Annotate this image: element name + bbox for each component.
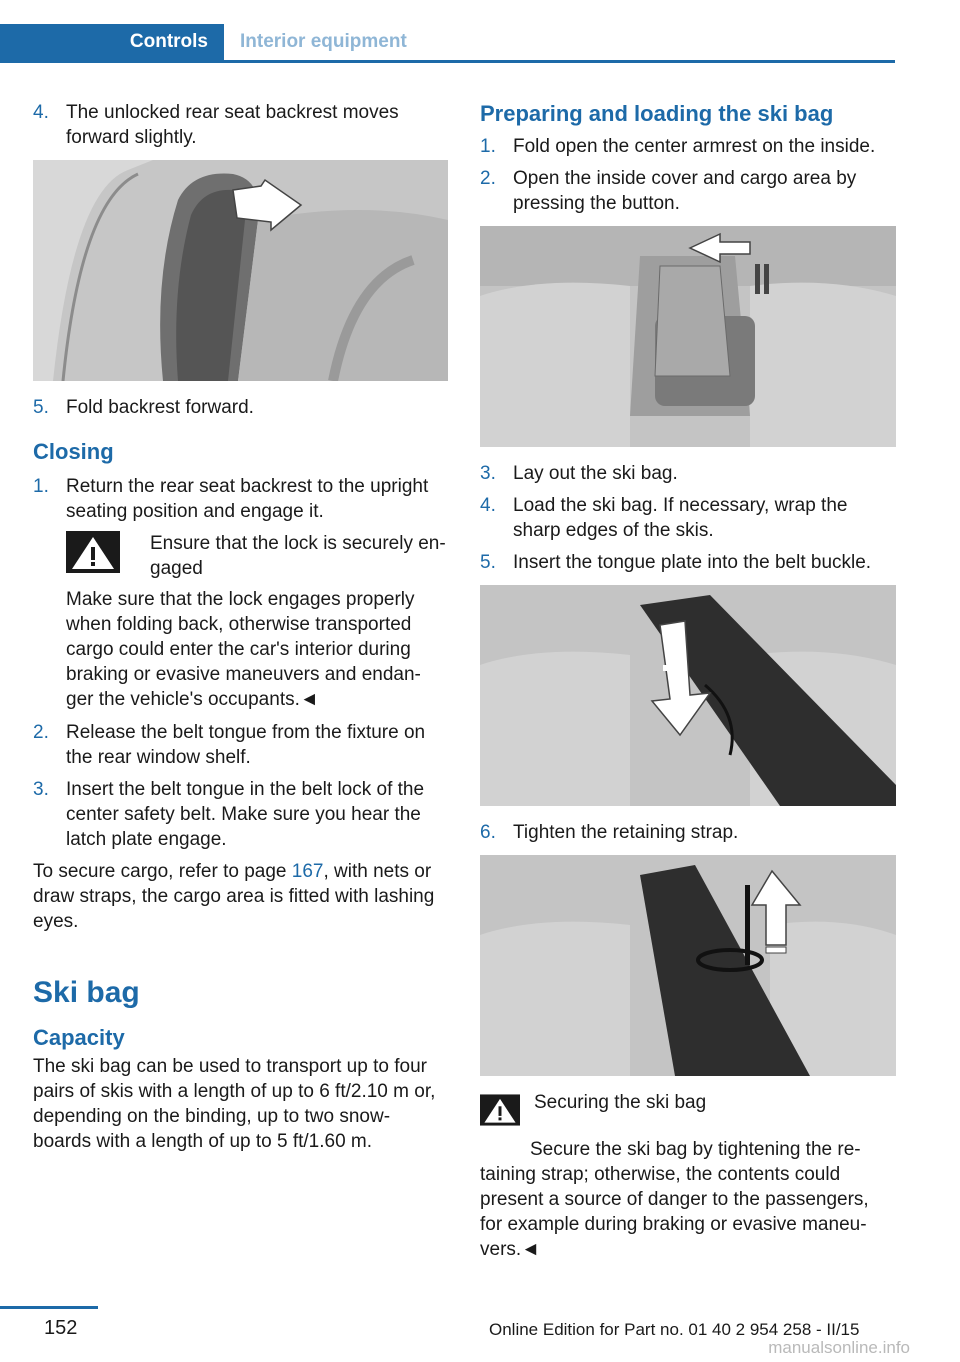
step-text: Insert the belt tongue in the belt lock of the center safety belt. Make sure you hear the latch plate engage. (66, 779, 425, 850)
step-text: Open the inside cover and cargo area by pressing the button. (513, 168, 857, 214)
list-item (480, 820, 896, 845)
list-item (33, 777, 448, 852)
watermark-text: manualsonline.info (768, 1338, 910, 1357)
capacity-text: The ski bag can be used to transport up to four pairs of skis with a length of up to 6 ft/2.10 m or, depending on the binding, up to two snow‐boards with a length of up to 5 ft/1.60 m. (33, 1056, 436, 1152)
step-text: Release the belt tongue from the fixture on the rear window shelf. (66, 722, 426, 768)
step-number: 2. (480, 168, 496, 189)
step-number: 4. (33, 102, 49, 123)
step-text: Return the rear seat backrest to the upright seating position and engage it. (66, 476, 429, 522)
step-text: Load the ski bag. If necessary, wrap the sharp edges of the skis. (513, 495, 848, 541)
warning-title: Ensure that the lock is securely en‐gaged (150, 533, 446, 579)
step-text: The unlocked rear seat backrest moves forward slightly. (66, 102, 399, 148)
step-number: 5. (480, 552, 496, 573)
warning-icon (480, 1090, 534, 1135)
ski-bag-buckle-photo (480, 585, 896, 806)
section-tab-interior-equipment[interactable]: Interior equipment (240, 31, 407, 52)
step-text: Fold open the center armrest on the inside. (513, 136, 876, 157)
section-tab-controls[interactable]: Controls (0, 24, 224, 60)
step-text: Tighten the retaining strap. (513, 822, 739, 843)
step-number: 3. (33, 779, 49, 800)
armrest-photo (480, 226, 896, 447)
page-reference-link[interactable]: 167 (291, 861, 324, 882)
page-number: 152 (44, 1317, 78, 1339)
warning-icon (66, 531, 120, 581)
list-item (33, 474, 448, 524)
warning-body: Secure the ski bag by tightening the re‐taining strap; otherwise, the contents could present a source of danger to the passengers, for example during braking or evasive maneu‐vers.◄ (480, 1139, 869, 1260)
step-number: 1. (33, 476, 49, 497)
cargo-text: To secure cargo, refer to page (33, 861, 292, 882)
cargo-paragraph (33, 859, 448, 934)
warning-body: Make sure that the lock engages properly when folding back, otherwise transported cargo could enter the car's interior during braking or evasive maneuvers and endan‐ger the vehicle's occupants.◄ (66, 589, 421, 710)
ski-bag-prep-heading: Preparing and loading the ski bag (480, 101, 834, 126)
page-header (0, 24, 895, 62)
footer-rule (0, 1306, 98, 1309)
cargo-text: , with nets or draw straps, the cargo area is fitted with lashing eyes. (33, 861, 435, 932)
capacity-heading: Capacity (33, 1025, 125, 1050)
retaining-strap-photo (480, 855, 896, 1076)
warning-title: Securing the ski bag (534, 1092, 707, 1113)
retaining-strap-illustration (480, 855, 896, 1076)
right-column (480, 100, 896, 1262)
step-number: 3. (480, 463, 496, 484)
left-column (33, 100, 448, 1154)
list-item (33, 720, 448, 770)
step-number: 6. (480, 822, 496, 843)
backrest-illustration (33, 160, 448, 381)
closing-heading: Closing (33, 439, 114, 464)
header-rule (0, 60, 895, 63)
edition-text: Online Edition for Part no. 01 40 2 954 258 - II/15 (489, 1320, 860, 1339)
backrest-photo (33, 160, 448, 381)
list-item (480, 550, 896, 575)
ski-bag-buckle-illustration (480, 585, 896, 806)
list-item (480, 493, 896, 543)
list-item (480, 166, 896, 216)
step-number: 5. (33, 397, 49, 418)
step-text: Insert the tongue plate into the belt buckle. (513, 552, 872, 573)
armrest-illustration (480, 226, 896, 447)
list-item (33, 395, 448, 420)
step-text: Lay out the ski bag. (513, 463, 678, 484)
list-item (480, 461, 896, 486)
warning-block (66, 531, 448, 581)
step-text: Fold backrest forward. (66, 397, 254, 418)
ski-bag-heading: Ski bag (33, 976, 140, 1009)
list-item (33, 100, 448, 150)
step-number: 1. (480, 136, 496, 157)
step-number: 4. (480, 495, 496, 516)
list-item (480, 134, 896, 159)
step-number: 2. (33, 722, 49, 743)
warning-block (480, 1090, 896, 1135)
